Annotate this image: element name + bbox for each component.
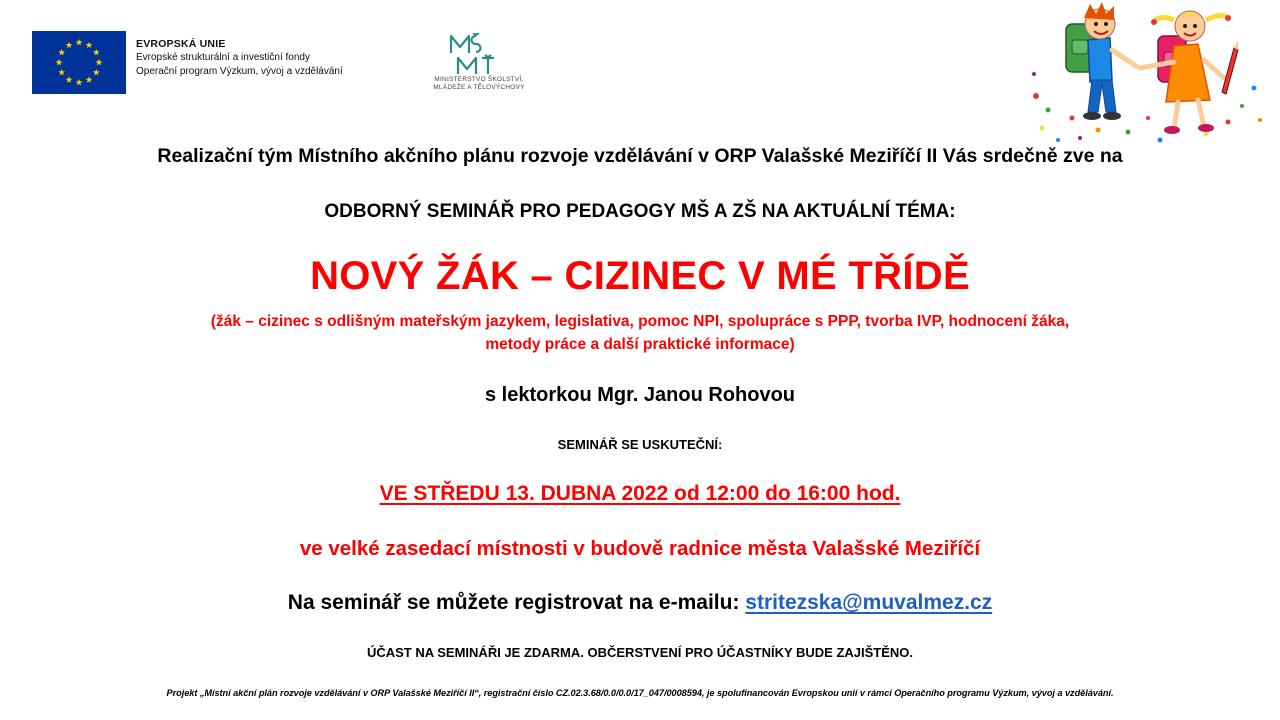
seminar-date: VE STŘEDU 13. DUBNA 2022 od 12:00 do 16:00 hod. xyxy=(379,482,901,505)
msmt-name-line-1: MINISTERSTVO ŠKOLSTVÍ, xyxy=(434,76,524,83)
seminar-venue: ve velké zasedací místnosti v budově radnice města Valašské Meziříčí xyxy=(299,537,981,560)
project-footer: Projekt „Místní akční plán rozvoje vzdělávání v ORP Valašské Meziříčí II“, registrační číslo CZ.02.3.68/0.0/0.0/17_047/0008594, je spolufinancován Evropskou unií v rámci Operačního programu Výzkum, vývoj a vzdělávání. xyxy=(166,688,1114,698)
eu-star-icon xyxy=(66,42,73,49)
girl-figure xyxy=(1140,11,1238,134)
eu-star-icon xyxy=(93,69,100,76)
invitation-text: Realizační tým Místního akčního plánu rozvoje vzdělávání v ORP Valašské Meziříčí II Vás srdečně zve na xyxy=(157,145,1123,167)
seminar-topics-line-1: (žák – cizinec s odlišným mateřským jazykem, legislativa, pomoc NPI, spolupráce s PPP, tvorba IVP, hodnocení žáka, xyxy=(210,313,1070,330)
registration-line xyxy=(0,591,1280,615)
eu-star-icon xyxy=(96,59,103,66)
eu-title: EVROPSKÁ UNIE xyxy=(136,38,226,50)
eu-star-icon xyxy=(76,79,83,86)
free-participation-note: ÚČAST NA SEMINÁŘI JE ZDARMA. OBČERSTVENÍ PRO ÚČASTNÍKY BUDE ZAJIŠTĚNO. xyxy=(366,645,914,660)
eu-star-icon xyxy=(86,42,93,49)
eu-funds-line: Evropské strukturální a investiční fondy xyxy=(136,52,310,63)
msmt-name-line-2: MLÁDEŽE A TĚLOVÝCHOVY xyxy=(433,84,525,91)
registration-text: Na seminář se můžete registrovat na e-mailu: xyxy=(287,591,746,614)
registration-email-link[interactable]: stritezska@muvalmez.cz xyxy=(745,591,993,614)
eu-flag-logo xyxy=(32,31,126,94)
lecturer-line: s lektorkou Mgr. Janou Rohovou xyxy=(484,384,796,406)
when-heading: SEMINÁŘ SE USKUTEČNÍ: xyxy=(557,437,723,452)
seminar-type-heading: ODBORNÝ SEMINÁŘ PRO PEDAGOGY MŠ A ZŠ NA AKTUÁLNÍ TÉMA: xyxy=(324,201,956,222)
eu-star-icon xyxy=(58,69,65,76)
msmt-logo-icon xyxy=(448,33,508,77)
school-kids-illustration xyxy=(1028,0,1266,150)
eu-star-icon xyxy=(93,49,100,56)
eu-star-icon xyxy=(86,76,93,83)
eu-star-icon xyxy=(56,59,63,66)
eu-star-icon xyxy=(66,76,73,83)
eu-logo-text xyxy=(136,37,343,79)
eu-star-icon xyxy=(58,49,65,56)
boy-figure xyxy=(1066,2,1136,120)
seminar-title: NOVÝ ŽÁK – CIZINEC V MÉ TŘÍDĚ xyxy=(310,254,970,298)
msmt-logo-text xyxy=(412,76,546,92)
eu-star-icon xyxy=(76,39,83,46)
eu-programme-line: Operační program Výzkum, vývoj a vzdělávání xyxy=(136,66,343,77)
seminar-topics-line-2: metody práce a další praktické informace) xyxy=(485,336,795,353)
eu-stars-icon xyxy=(32,31,126,94)
